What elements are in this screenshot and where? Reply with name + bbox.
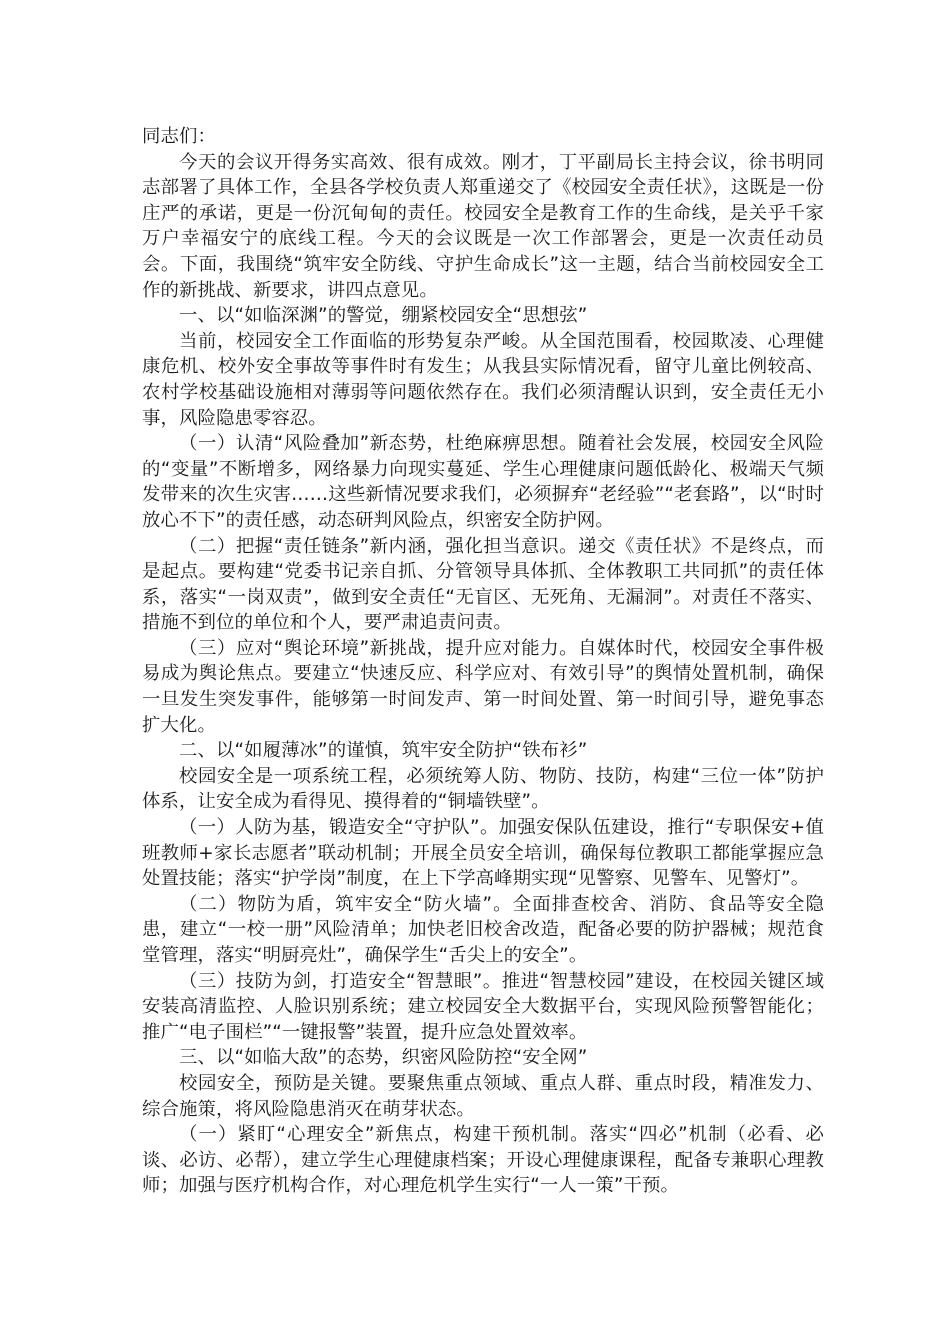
paragraph: （一）人防为基，锻造安全“守护队”。加强安保队伍建设，推行“专职保安+值班教师+家长志愿者”联动机制；开展全员安全培训，确保每位教职工都能掌握应急处置技能；落实“护学岗”制度，在上下学高峰期实现“见警察、见警车、见警灯”。 [142, 817, 824, 890]
greeting: 同志们： [142, 126, 216, 147]
paragraph: （二）物防为盾，筑牢安全“防火墙”。全面排查校舍、消防、食品等安全隐患，建立“一校一册”风险清单；加快老旧校舍改造，配备必要的防护器械；规范食堂管理，落实“明厨亮灶”，确保学生“舌尖上的安全”。 [142, 893, 824, 966]
section-heading-2: 二、以“如履薄冰”的谨慎，筑牢安全防护“铁布衫” [179, 740, 588, 762]
paragraph: （三）技防为剑，打造安全“智慧眼”。推进“智慧校园”建设，在校园关键区域安装高清监控、人脸识别系统；建立校园安全大数据平台，实现风险预警智能化；推广“电子围栏”“一键报警”装置，提升应急处置效率。 [142, 970, 824, 1043]
section-heading-1: 一、以“如临深渊”的警觉，绷紧校园安全“思想弦” [179, 305, 588, 327]
paragraph: （三）应对“舆论环境”新挑战，提升应对能力。自媒体时代，校园安全事件极易成为舆论焦点。要建立“快速反应、科学应对、有效引导”的舆情处置机制，确保一旦发生突发事件，能够第一时间发声、第一时间处置、第一时间引导，避免事态扩大化。 [142, 637, 824, 736]
paragraph: 校园安全是一项系统工程，必须统筹人防、物防、技防，构建“三位一体”防护体系，让安全成为看得见、摸得着的“铜墙铁壁”。 [142, 765, 824, 813]
paragraph: 当前，校园安全工作面临的形势复杂严峻。从全国范围看，校园欺凌、心理健康危机、校外安全事故等事件时有发生；从我县实际情况看，留守儿童比例较高、农村学校基础设施相对薄弱等问题依然存在。我们必须清醒认识到，安全责任无小事，风险隐患零容忍。 [142, 330, 824, 429]
paragraph: 校园安全，预防是关键。要聚焦重点领域、重点人群、重点时段，精准发力、综合施策，将风险隐患消灭在萌芽状态。 [142, 1072, 824, 1120]
document-body [142, 124, 824, 1199]
paragraph: （二）把握“责任链条”新内涵，强化担当意识。递交《责任状》不是终点，而是起点。要构建“党委书记亲自抓、分管领导具体抓、全体教职工共同抓”的责任体系，落实“一岗双责”，做到安全责任“无盲区、无死角、无漏洞”。对责任不落实、措施不到位的单位和个人，要严肃追责问责。 [142, 535, 824, 634]
paragraph-intro: 今天的会议开得务实高效、很有成效。刚才，丁平副局长主持会议，徐书明同志部署了具体工作，全县各学校负责人郑重递交了《校园安全责任状》，这既是一份庄严的承诺，更是一份沉甸甸的责任。校园安全是教育工作的生命线，是关乎千家万户幸福安宁的底线工程。今天的会议既是一次工作部署会，更是一次责任动员会。下面，我围绕“筑牢安全防线、守护生命成长”这一主题，结合当前校园安全工作的新挑战、新要求，讲四点意见。 [142, 151, 824, 301]
paragraph: （一）认清“风险叠加”新态势，杜绝麻痹思想。随着社会发展，校园安全风险的“变量”不断增多，网络暴力向现实蔓延、学生心理健康问题低龄化、极端天气频发带来的次生灾害……这些新情况要求我们，必须摒弃“老经验”“老套路”，以“时时放心不下”的责任感，动态研判风险点，织密安全防护网。 [142, 433, 824, 531]
section-heading-3: 三、以“如临大敌”的态势，织密风险防控“安全网” [179, 1047, 588, 1069]
paragraph: （一）紧盯“心理安全”新焦点，构建干预机制。落实“四必”机制（必看、必谈、必访、必帮），建立学生心理健康档案；开设心理健康课程，配备专兼职心理教师；加强与医疗机构合作，对心理危机学生实行“一人一策”干预。 [142, 1124, 824, 1197]
